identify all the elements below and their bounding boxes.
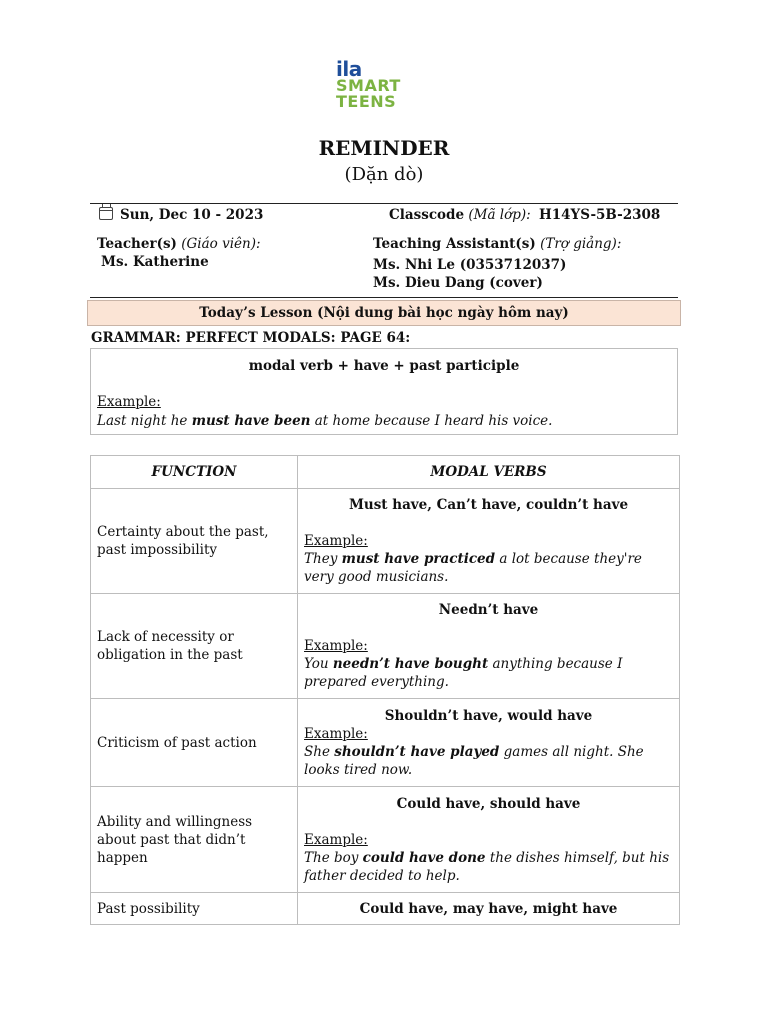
todays-lesson-banner: Today’s Lesson (Nội dung bài học ngày hôm nay)	[87, 300, 681, 326]
function-cell: Ability and willingness about past that didn’t happen	[91, 787, 298, 893]
example-sentence: The boy could have done the dishes himself, but his father decided to help.	[304, 849, 670, 884]
classcode-label: Classcode	[389, 207, 465, 223]
example-sentence: She shouldn’t have played games all night. She looks tired now.	[304, 743, 644, 778]
bottom-divider	[90, 297, 678, 298]
modals-cell	[298, 893, 680, 925]
table-row	[91, 893, 680, 925]
ta-label-vi: (Trợ giảng):	[540, 236, 622, 252]
ta-name-1: Ms. Nhi Le (0353712037)	[373, 257, 567, 273]
modals-title: Could have, should have	[396, 795, 581, 812]
modals-cell	[298, 594, 680, 699]
top-divider	[90, 203, 678, 204]
function-cell: Certainty about the past, past impossibility	[91, 489, 298, 594]
modals-title: Could have, may have, might have	[359, 900, 618, 917]
formula-box	[90, 348, 678, 435]
teacher-label-en: Teacher(s)	[97, 236, 177, 252]
page-subtitle: (Dặn dò)	[344, 164, 424, 185]
classcode-value: H14YS-5B-2308	[539, 207, 661, 223]
table-row	[91, 699, 680, 787]
perfect-modals-table	[90, 455, 680, 925]
table-row	[91, 787, 680, 893]
ta-label-en: Teaching Assistant(s)	[373, 236, 536, 252]
calendar-icon	[99, 207, 113, 220]
table-row	[91, 594, 680, 699]
modals-cell	[298, 787, 680, 893]
grammar-heading: GRAMMAR: PERFECT MODALS: PAGE 64:	[91, 330, 411, 346]
example-label: Example:	[304, 725, 368, 742]
logo-line-ila: ila	[336, 57, 362, 81]
logo-line-teens: TEENS	[336, 92, 397, 111]
logo-line-smart: SMART	[336, 76, 401, 95]
class-date: Sun, Dec 10 - 2023	[120, 207, 264, 223]
classcode-label-vi: (Mã lớp):	[468, 207, 531, 223]
modals-title: Must have, Can’t have, couldn’t have	[348, 497, 629, 513]
teacher-label	[97, 236, 261, 252]
formula-example: Last night he must have been at home because I heard his voice.	[97, 413, 553, 429]
ta-name-2: Ms. Dieu Dang (cover)	[373, 275, 543, 291]
modals-cell	[298, 699, 680, 787]
teacher-name: Ms. Katherine	[101, 254, 209, 270]
page-title: REMINDER	[318, 136, 450, 160]
function-cell: Past possibility	[91, 893, 298, 925]
modals-title: Needn’t have	[438, 602, 539, 618]
table-header-row	[91, 456, 680, 489]
function-cell: Criticism of past action	[91, 699, 298, 787]
example-sentence: You needn’t have bought anything because I prepared everything.	[304, 656, 623, 690]
table-row	[91, 489, 680, 594]
example-sentence: They must have practiced a lot because they're very good musicians.	[304, 551, 642, 585]
formula-example-label: Example:	[97, 394, 161, 410]
modals-cell	[298, 489, 680, 594]
ila-smart-teens-logo	[336, 57, 416, 111]
header-modal-verbs: MODAL VERBS	[298, 456, 680, 489]
modals-title: Shouldn’t have, would have	[384, 707, 593, 724]
function-cell: Lack of necessity or obligation in the past	[91, 594, 298, 699]
example-label: Example:	[304, 638, 368, 654]
example-label: Example:	[304, 831, 368, 848]
formula-text: modal verb + have + past participle	[248, 358, 520, 374]
ta-label	[373, 236, 621, 252]
header-function: FUNCTION	[91, 456, 298, 489]
classcode	[389, 207, 660, 223]
example-label: Example:	[304, 533, 368, 549]
teacher-label-vi: (Giáo viên):	[181, 236, 261, 252]
